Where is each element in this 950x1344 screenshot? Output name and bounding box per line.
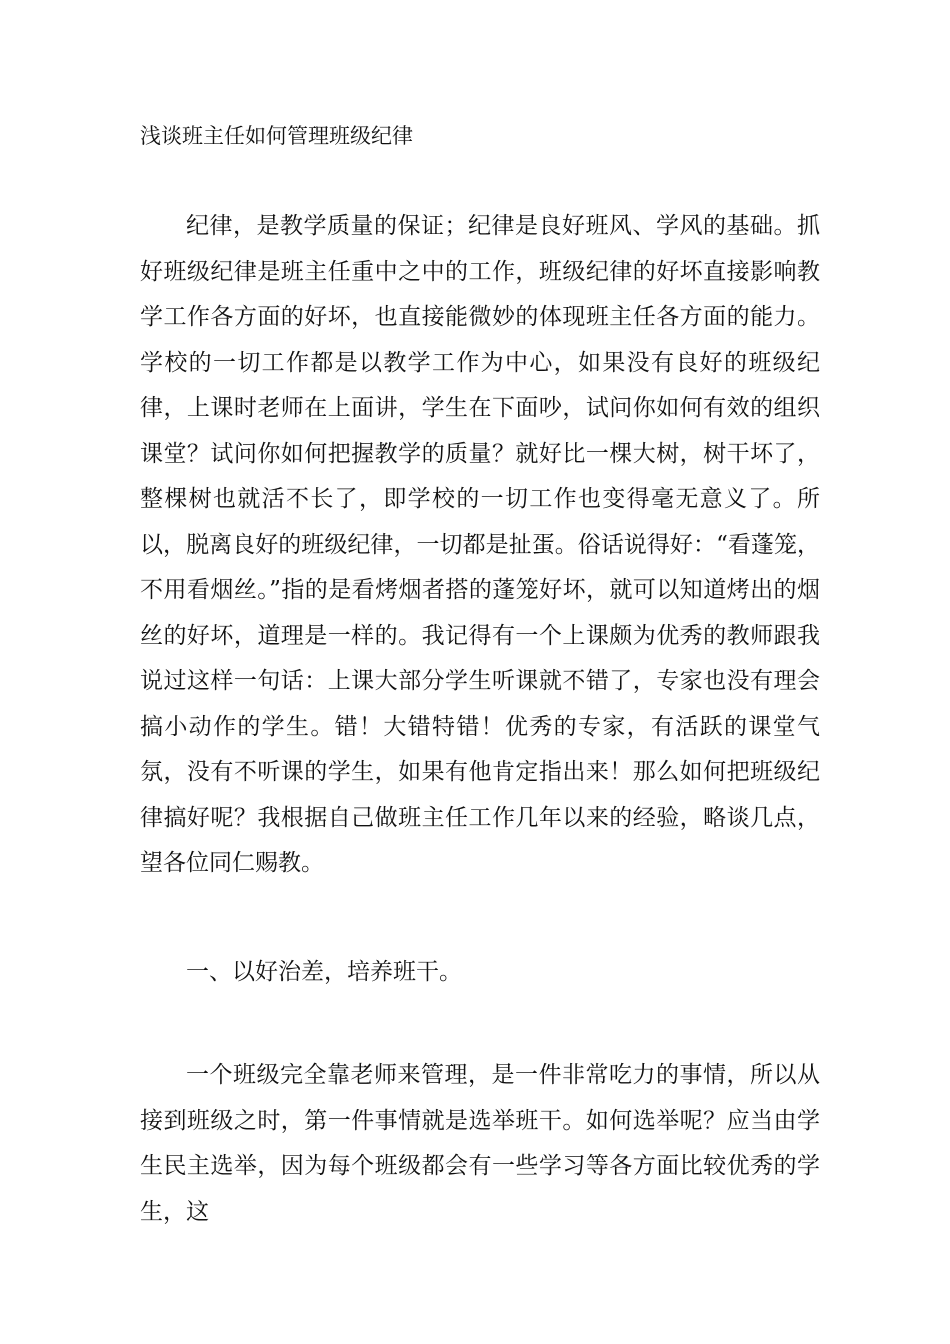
document-title: 浅谈班主任如何管理班级纪律 <box>140 124 413 148</box>
body-paragraph: 一个班级完全靠老师来管理，是一件非常吃力的事情，所以从接到班级之时，第一件事情就是选举班干。如何选举呢？应当由学生民主选举，因为每个班级都会有一些学习等各方面比较优秀的学生，这 <box>140 1062 820 1225</box>
body-paragraph: 纪律，是教学质量的保证；纪律是良好班风、学风的基础。抓好班级纪律是班主任重中之中的工作，班级纪律的好坏直接影响教学工作各方面的好坏，也直接能微妙的体现班主任各方面的能力。学校的一切工作都是以教学工作为中心，如果没有良好的班级纪律，上课时老师在上面讲，学生在下面吵，试问你如何有效的组织课堂？试问你如何把握教学的质量？就好比一棵大树，树干坏了，整棵树也就活不长了，即学校的一切工作也变得毫无意义了。所以，脱离良好的班级纪律，一切都是扯蛋。俗话说得好：“看蓬笼，不用看烟丝。”指的是看烤烟者搭的蓬笼好坏，就可以知道烤出的烟丝的好坏，道理是一样的。我记得有一个上课颇为优秀的教师跟我说过这样一句话：上课大部分学生听课就不错了，专家也没有理会搞小动作的学生。错！大错特错！优秀的专家，有活跃的课堂气氛，没有不听课的学生，如果有他肯定指出来！那么如何把班级纪律搞好呢？我根据自己做班主任工作几年以来的经验，略谈几点，望各位同仁赐教。 <box>140 213 820 876</box>
section-heading: 一、以好治差，培养班干。 <box>186 959 462 985</box>
